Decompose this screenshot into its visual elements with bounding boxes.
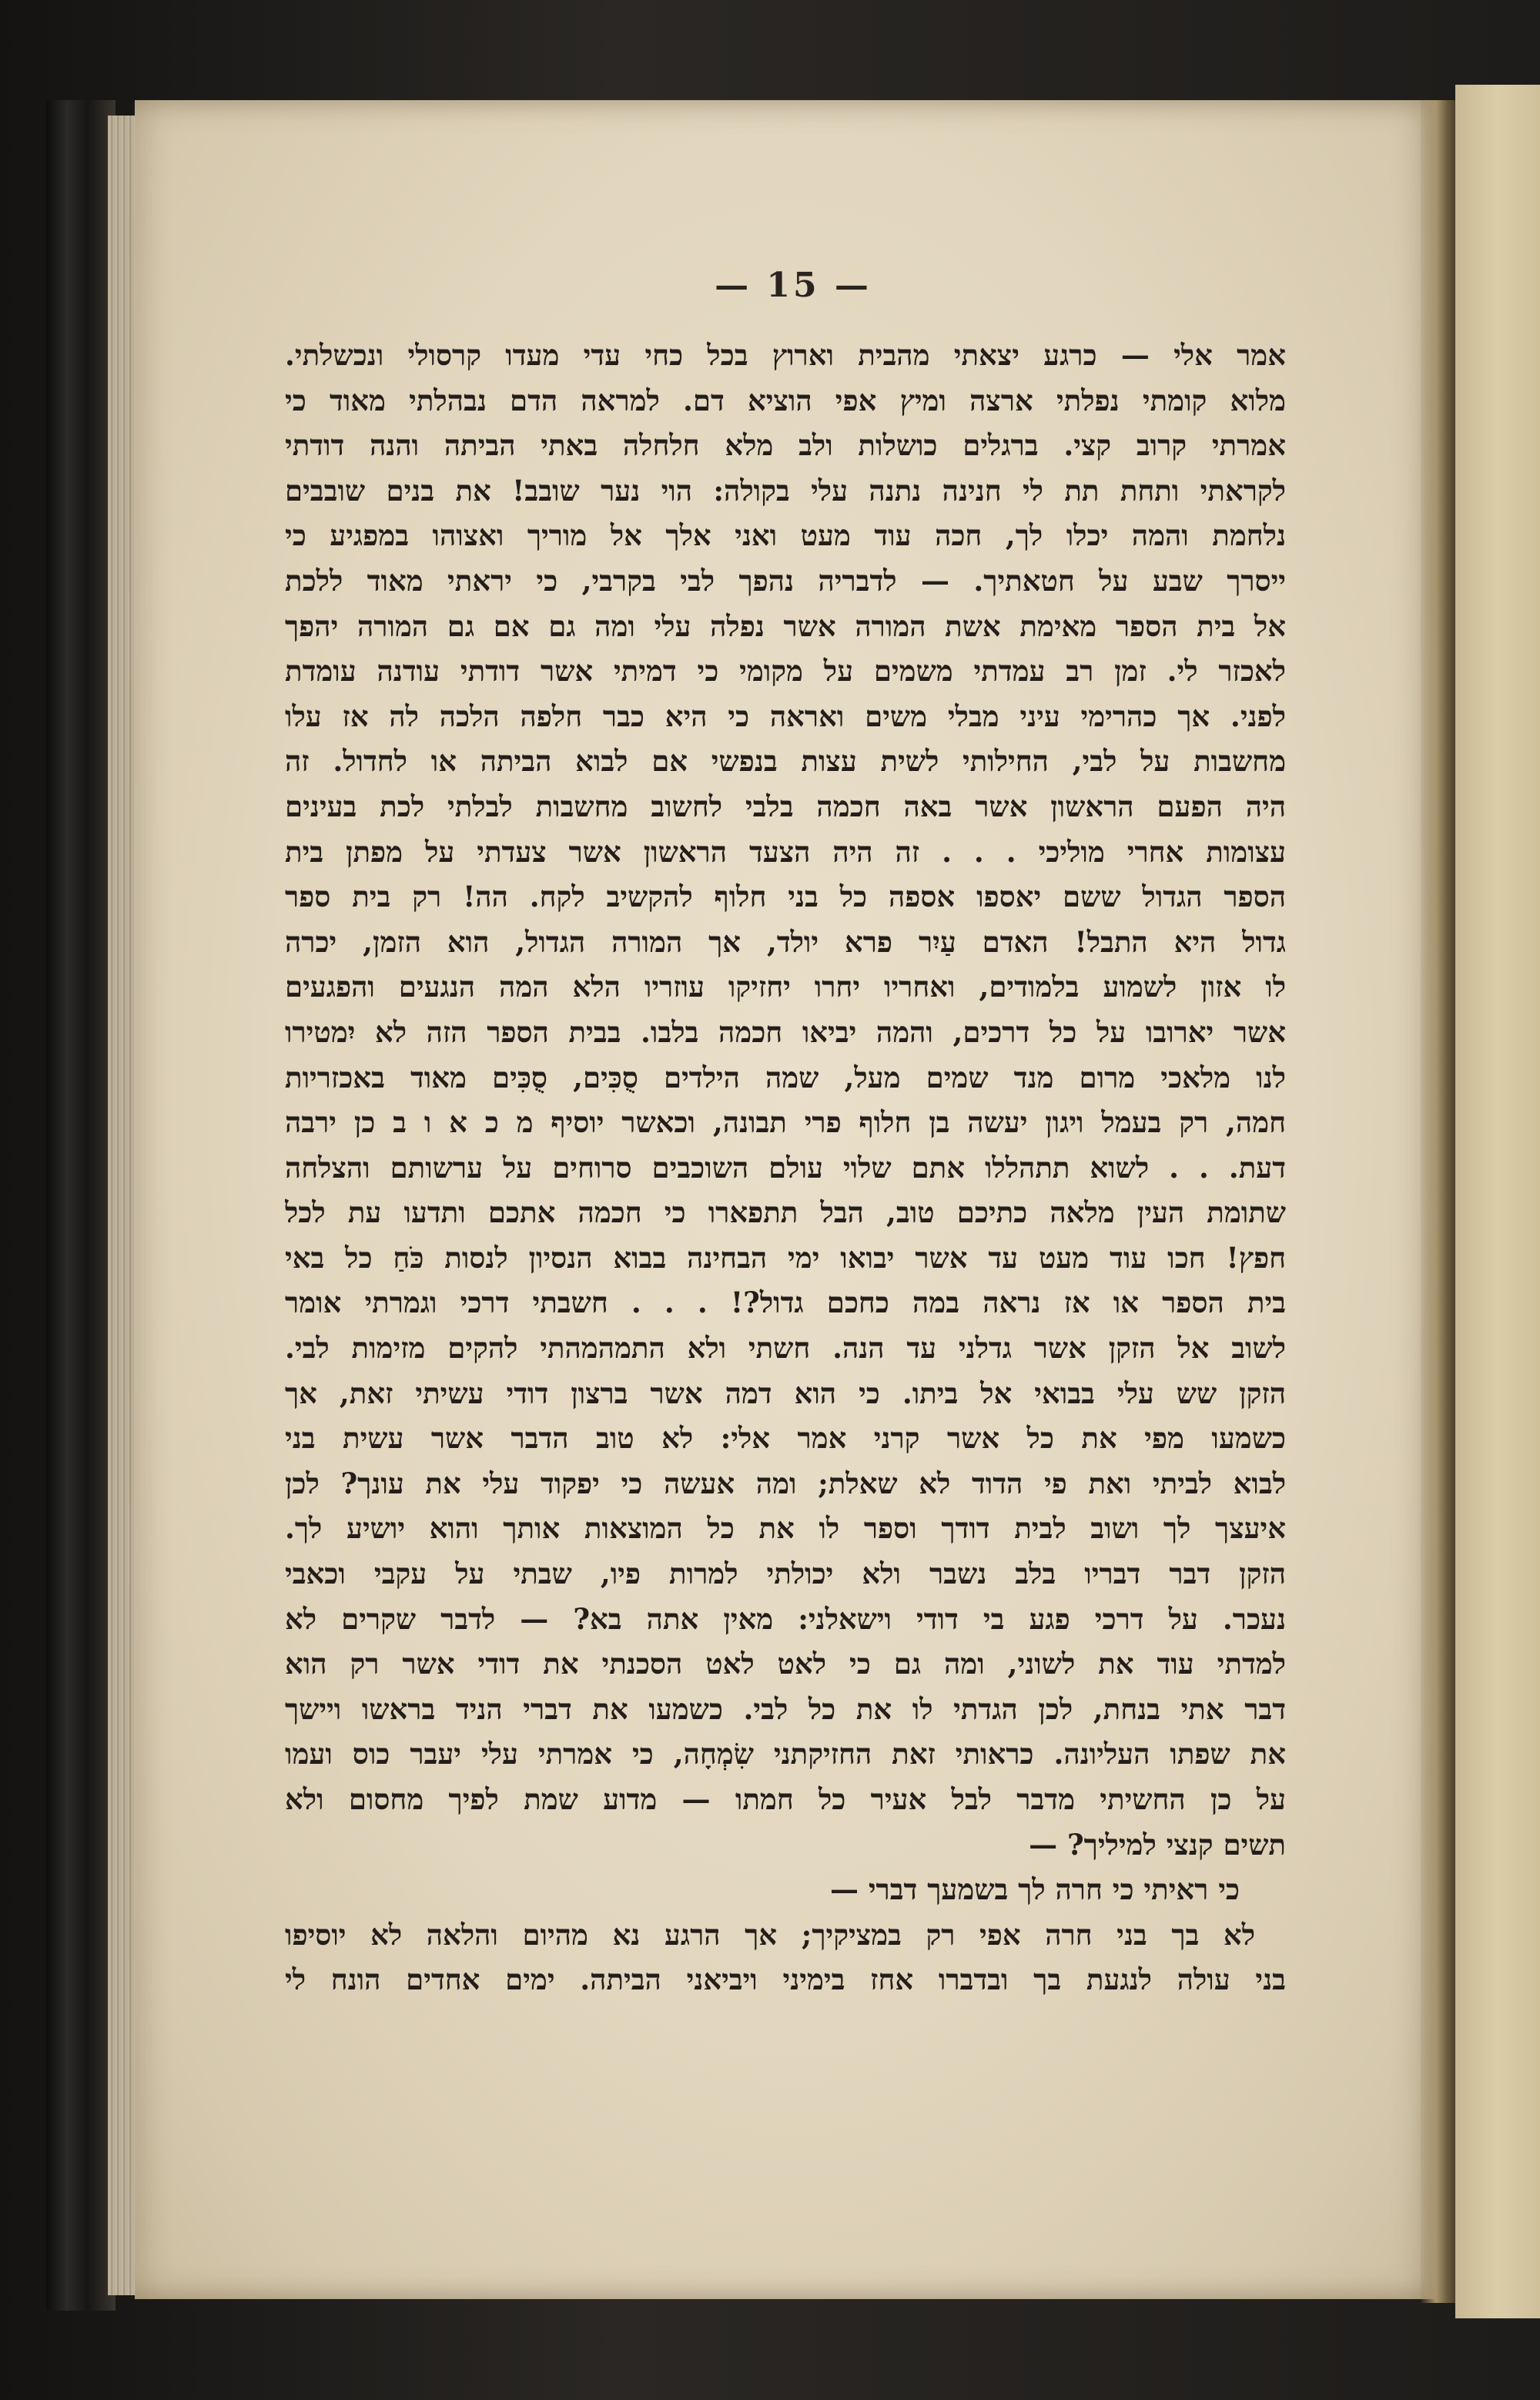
text-line: גדול היא התבל! האדם עַיִר פרא יולד, אך המורה הגדול, הוא הזמן, יכרה bbox=[285, 924, 1286, 959]
text-line: ייסרך שבע על חטאתיך. — לדבריה נהפך לבי בקרבי, כי יראתי מאוד ללכת bbox=[285, 563, 1286, 598]
text-line: לשוב אל הזקן אשר גדלני עד הנה. חשתי ולא התמהמהתי להקים מזימות לבי. bbox=[285, 1331, 1286, 1366]
text-line: למדתי עוד את לשוני, ומה גם כי לאט לאט הסכנתי את דודי אשר רק הוא bbox=[285, 1647, 1286, 1681]
text-line: אמרתי קרוב קצי. ברגלים כושלות ולב מלא חלחלה באתי הביתה והנה דודתי bbox=[285, 428, 1286, 463]
text-line: שתומת העין מלאה כתיכם טוב, הבל תתפארו כי חכמה אתכם ותדעו עת לכל bbox=[285, 1195, 1286, 1230]
page-number: — 15 — bbox=[715, 266, 872, 305]
text-line: לאכזר לי. זמן רב עמדתי משמים על מקומי כי דמיתי אשר דודתי עודנה עומדת bbox=[285, 654, 1286, 689]
text-line: איעצך לך ושוב לבית דודך וספר לו את כל המוצאות אותך והוא יושיע לך. bbox=[285, 1511, 1286, 1546]
text-line: לפני. אך כהרימי עיני מבלי משים ואראה כי היא כבר חלפה הלכה לה אז עלו bbox=[285, 699, 1286, 733]
text-line: תשים קנצי למיליך? — bbox=[1029, 1827, 1286, 1862]
text-line: את שפתו העליונה. כראותי זאת החזיקתני שִׂמְחָה, כי אמרתי עלי יעבר כוס ועמו bbox=[285, 1737, 1286, 1772]
text-line: חפץ! חכו עוד מעט עד אשר יבואו ימי הבחינה בבוא הנסיון לנסות כֹּחַ כל באי bbox=[285, 1240, 1286, 1275]
text-line: מחשבות על לבי, החילותי לשית עצות בנפשי אם לבוא הביתה או לחדול. זה bbox=[285, 744, 1286, 779]
page-gutter bbox=[1421, 100, 1459, 2303]
text-line: נעכר. על דרכי פגע בי דודי וישאלני: מאין אתה בא? — לדבר שקרים לא bbox=[285, 1601, 1286, 1636]
book-binding bbox=[46, 100, 116, 2311]
text-line: בית הספר או אז נראה במה כחכם גדול?! . . . חשבתי דרכי וגמרתי אומר bbox=[285, 1285, 1286, 1320]
dialogue-line: בני עולה לנגעת בך ובדברו אחז בימיני ויביאני הביתה. ימים אחדים הונח לי bbox=[285, 1963, 1286, 1997]
text-line: מלוא קומתי נפלתי ארצה ומיץ אפי הוציא דם. למראה הדם נבהלתי מאוד כי bbox=[285, 383, 1286, 417]
text-line: אמר אלי — כרגע יצאתי מהבית וארוץ בכל כחי עדי מעדו קרסולי ונכשלתי. bbox=[285, 338, 1286, 372]
dialogue-line: לא בך בני חרה אפי רק במציקיך; אך הרגע נא מהיום והלאה לא יוסיפו bbox=[285, 1917, 1255, 1952]
text-line: נלחמת והמה יכלו לך, חכה עוד מעט ואני אלך אל מוריך ואצוהו במפגיע כי bbox=[285, 518, 1286, 553]
text-line: דעת. . . לשוא תתהללו אתם שלוי עולם השוכבים סרוחים על ערשותם והצלחה bbox=[285, 1150, 1286, 1185]
text-line: כשמעו מפי את כל אשר קרני אמר אלי: לא טוב הדבר אשר עשית בני bbox=[285, 1421, 1286, 1456]
body-text bbox=[285, 333, 1286, 2003]
text-line: דבר אתי בנחת, לכן הגדתי לו את כל לבי. כשמעו את דברי הניד בראשו ויישך bbox=[285, 1691, 1286, 1726]
text-line: היה הפעם הראשון אשר באה חכמה בלבי לחשוב מחשבות לבלתי לכת בעינים bbox=[285, 789, 1286, 823]
dialogue-line: כי ראיתי כי חרה לך בשמעך דברי — bbox=[829, 1872, 1240, 1907]
text-line: חמה, רק בעמל ויגון יעשה בן חלוף פרי תבונה, וכאשר יוסיף מ כ א ו ב כן ירבה bbox=[285, 1105, 1286, 1140]
text-line: לנו מלאכי מרום מנד שמים מעל, שמה הילדים סֻכִּים, סֻכִּים מאוד באכזריות bbox=[285, 1060, 1286, 1094]
facing-page-edge bbox=[1455, 85, 1540, 2318]
page-stack-edge bbox=[108, 116, 139, 2295]
text-line: הזקן דבר דבריו בלב נשבר ולא יכולתי למרות פיו, שבתי על עקבי וכאבי bbox=[285, 1557, 1286, 1591]
text-line: על כן החשיתי מדבר לבל אעיר כל חמתו — מדוע שמת לפיך מחסום ולא bbox=[285, 1782, 1286, 1816]
text-line: אל בית הספר מאימת אשת המורה אשר נפלה עלי ומה גם אם גם המורה יהפך bbox=[285, 608, 1286, 643]
text-line: עצומות אחרי מוליכי . . . זה היה הצעד הראשון אשר צעדתי על מפתן בית bbox=[285, 834, 1286, 869]
text-line: הזקן שש עלי בבואי אל ביתו. כי הוא דמה אשר ברצון דודי עשיתי זאת, אך bbox=[285, 1376, 1286, 1410]
text-line: לו אזון לשמוע בלמודים, ואחריו יחרו יחזיקו עוזריו הלא המה הנגעים והפגעים bbox=[285, 970, 1286, 1004]
text-line: לבוא לביתי ואת פי הדוד לא שאלת; ומה אעשה כי יפקוד עלי את עונך? לכן bbox=[285, 1466, 1286, 1500]
text-line: הספר הגדול ששם יאספו אספה כל בני חלוף להקשיב לקח. הה! רק בית ספר bbox=[285, 880, 1286, 914]
text-line: לקראתי ותחת תת לי חנינה נתנה עלי בקולה: הוי נער שובב! את בנים שובבים bbox=[285, 473, 1286, 508]
text-line: אשר יארובו על כל דרכים, והמה יביאו חכמה בלבו. בבית הספר הזה לא יִמטירו bbox=[285, 1014, 1286, 1049]
